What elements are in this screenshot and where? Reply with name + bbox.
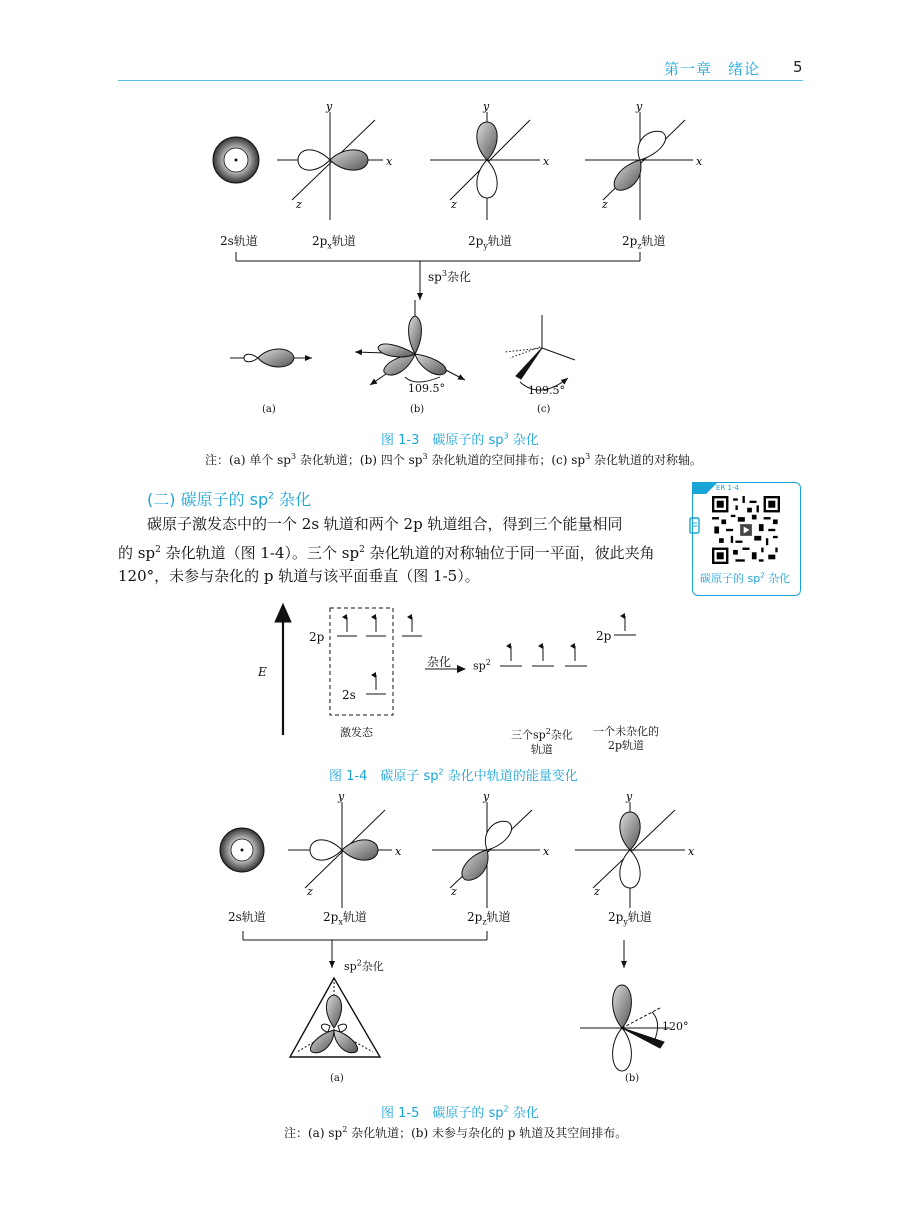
- chapter-header: 第一章 绪论: [664, 60, 761, 78]
- qr-tag-label: ER 1-4: [716, 484, 739, 492]
- energy-axis-label: E: [258, 665, 267, 679]
- hybridization-bracket: [243, 931, 624, 968]
- page-number: 5: [793, 58, 803, 76]
- paragraph-line-1: 碳原子激发态中的一个 2s 轨道和两个 2p 轨道组合，得到三个能量相同: [147, 515, 623, 533]
- angle-label-b: 109.5°: [408, 382, 445, 395]
- angle-label-120: 120°: [662, 1020, 689, 1033]
- axis-y-label: y: [636, 100, 643, 113]
- label-2px-orbital: $2p_x$轨道: [312, 234, 356, 251]
- figure-1-3-note: 注：(a) 单个 $sp^3$ 杂化轨道；(b) 四个 $sp^3$ 杂化轨道的空间排布；(c) $sp^3$ 杂化轨道的对称轴。: [205, 452, 703, 467]
- axis-z-label: z: [296, 198, 302, 211]
- 2px-orbital-axes: [277, 112, 383, 220]
- axis-y-label: y: [338, 790, 345, 803]
- 2s-orbital-sphere: [213, 137, 259, 183]
- three-sp2-orbitals-label: 三个$sp^2$杂化 轨道: [511, 727, 573, 756]
- axis-y-label: y: [483, 100, 490, 113]
- qr-caption: 碳原子的 $sp^2$ 杂化: [700, 571, 791, 585]
- subfigure-a-label: (a): [330, 1073, 344, 1084]
- label-2pz-orbital: $2p_z$轨道: [622, 234, 666, 251]
- angle-label-c: 109.5°: [528, 384, 565, 397]
- figure-1-5-caption: 图 1-5 碳原子的 $sp^2$ 杂化: [381, 1104, 539, 1121]
- label-2s-orbital: 2s轨道: [228, 910, 266, 924]
- figure-1-3-diagram: [0, 90, 900, 420]
- axis-x-label: x: [543, 155, 550, 168]
- sp2-trigonal-orbitals: [290, 978, 380, 1057]
- sp3-symmetry-axes: [505, 315, 575, 390]
- subfigure-c-label: (c): [537, 404, 551, 415]
- section-title: (二) 碳原子的 $sp^2$ 杂化: [147, 490, 311, 509]
- sp3-hybridization-label: $sp^3$杂化: [428, 269, 471, 284]
- 2s-orbital-sphere: [220, 828, 264, 872]
- figure-1-4-energy-diagram: [0, 595, 900, 755]
- axis-y-label: y: [483, 790, 490, 803]
- label-2p-excited: 2p: [309, 630, 325, 644]
- label-2p-unhybridized: 2p: [596, 629, 612, 643]
- figure-1-3-caption: 图 1-3 碳原子的 $sp^3$ 杂化: [381, 431, 539, 448]
- figure-1-5-diagram: [0, 790, 900, 1090]
- clipboard-icon: [689, 516, 701, 536]
- 2px-orbital-axes: [288, 802, 392, 908]
- label-2pz-orbital: $2p_z$轨道: [467, 910, 511, 927]
- subfigure-a-label: (a): [262, 404, 276, 415]
- axis-x-label: x: [696, 155, 703, 168]
- paragraph-line-3: 120°，未参与杂化的 p 轨道与该平面垂直（图 1-5）。: [118, 567, 480, 585]
- unhybridized-p-orbital: [580, 985, 670, 1071]
- axis-x-label: x: [386, 155, 393, 168]
- axis-z-label: z: [307, 885, 313, 898]
- figure-1-4-caption: 图 1-4 碳原子 $sp^2$ 杂化中轨道的能量变化: [329, 767, 578, 784]
- orbital-levels: [337, 616, 636, 694]
- 2pz-orbital-axes: [432, 802, 540, 908]
- four-sp3-orbitals: [355, 300, 465, 385]
- header-rule: [118, 80, 803, 81]
- label-2s-excited: 2s: [342, 688, 356, 702]
- unhybridized-orbital-label: 一个未杂化的 2p轨道: [593, 725, 659, 752]
- subfigure-b-label: (b): [625, 1073, 640, 1084]
- axis-z-label: z: [594, 885, 600, 898]
- single-sp3-orbital: [230, 349, 312, 367]
- excited-state-box: [330, 608, 393, 715]
- label-2s-orbital: 2s轨道: [220, 234, 258, 248]
- axis-z-label: z: [602, 198, 608, 211]
- label-2px-orbital: $2p_x$轨道: [323, 910, 367, 927]
- 2py-orbital-axes: [575, 802, 685, 908]
- axis-z-label: z: [451, 885, 457, 898]
- axis-x-label: x: [688, 845, 695, 858]
- label-sp2-level: $sp^2$: [473, 658, 491, 673]
- axis-x-label: x: [543, 845, 550, 858]
- figure-1-5-note: 注：(a) $sp^2$ 杂化轨道；(b) 未参与杂化的 p 轨道及其空间排布。: [284, 1125, 628, 1140]
- axis-y-label: y: [626, 790, 633, 803]
- axis-z-label: z: [451, 198, 457, 211]
- label-2py-orbital: $2p_y$轨道: [608, 910, 652, 927]
- subfigure-b-label: (b): [410, 404, 425, 415]
- 2py-orbital-axes: [430, 112, 540, 220]
- axis-x-label: x: [395, 845, 402, 858]
- label-2py-orbital: $2p_y$轨道: [468, 234, 512, 251]
- paragraph-line-2: 的 $sp^2$ 杂化轨道（图 1-4）。三个 $sp^2$ 杂化轨道的对称轴位于同一平面，彼此夹角: [118, 544, 655, 562]
- sp2-hybridization-label: $sp^2$杂化: [344, 958, 384, 973]
- qr-code-icon[interactable]: [712, 496, 780, 564]
- axis-y-label: y: [326, 100, 333, 113]
- excited-state-label: 激发态: [340, 726, 373, 739]
- hybridization-arrow-label: 杂化: [427, 655, 452, 669]
